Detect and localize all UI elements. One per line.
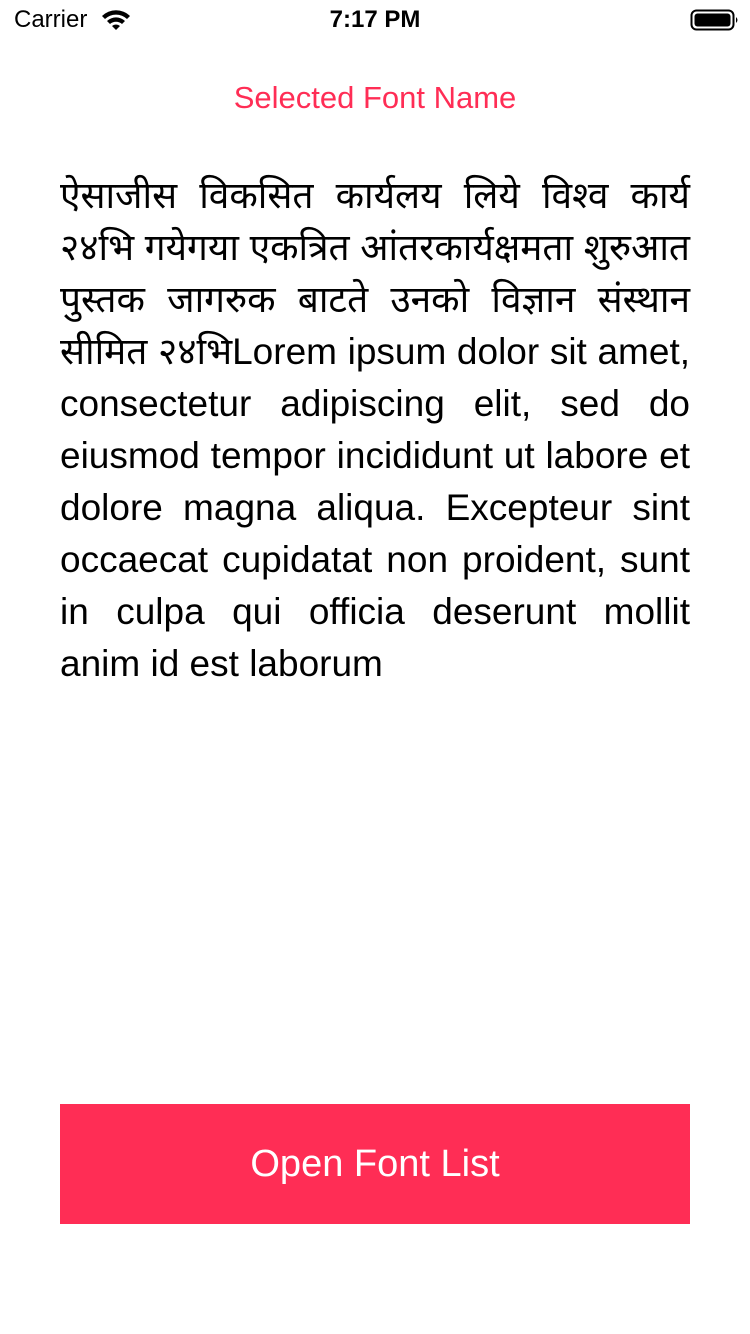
sample-text: ऐसाजीस विकसित कार्यलय लिये विश्व कार्य २४भि गयेगया एकत्रित आंतरकार्यक्षमता शुरुआत पुस्तक जागरुक बाटते उनको विज्ञान संस्थान सीमित २४भिLorem ipsum dolor sit amet, consectetur adipiscing elit, sed do eiusmod tempor incididunt ut labore et dolore magna aliqua. Excepteur sint occaecat cupidatat non proident, sunt in culpa qui officia deserunt mollit anim id est laborum [60,175,690,684]
status-bar [0,0,750,40]
open-font-list-button[interactable]: Open Font List [60,1104,690,1224]
carrier-label: Carrier [14,6,88,33]
selected-font-name: Selected Font Name [233,80,517,115]
status-time: 7:17 PM [329,6,421,33]
battery-icon [690,8,740,32]
